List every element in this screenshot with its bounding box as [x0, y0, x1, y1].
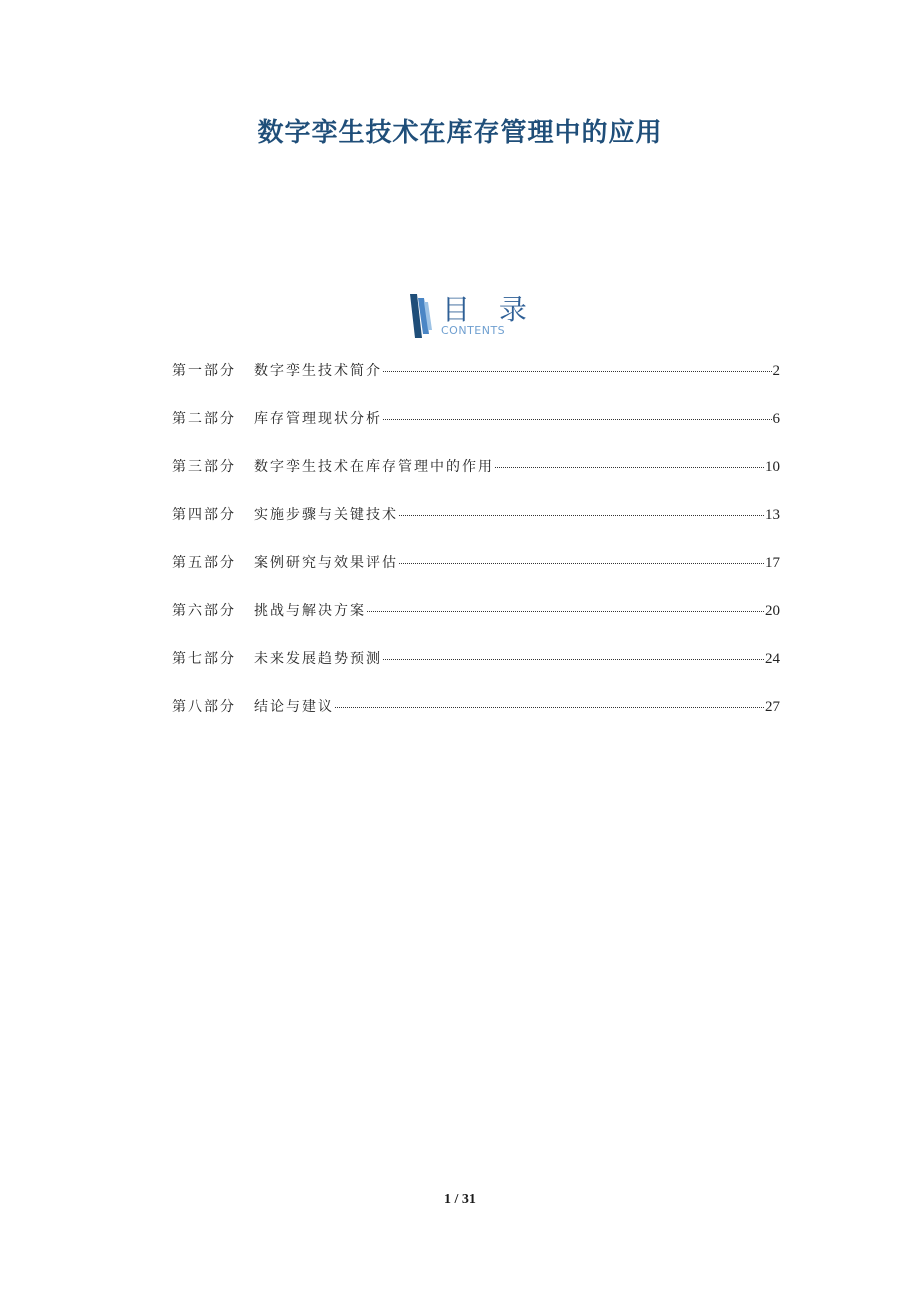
- document-title: 数字孪生技术在库存管理中的应用: [257, 118, 663, 148]
- toc-entry-part: 第七部分: [172, 651, 236, 667]
- toc-entry-page: 24: [765, 651, 780, 667]
- page-number: 1 / 31: [444, 1192, 476, 1207]
- toc-entry-title: 挑战与解决方案: [254, 603, 366, 619]
- book-spine-icon: [408, 294, 432, 338]
- toc-entry-part: 第二部分: [172, 411, 236, 427]
- toc-entry-7[interactable]: [172, 648, 780, 696]
- toc-entry-5[interactable]: [172, 552, 780, 600]
- toc-entry-leader: [383, 370, 772, 372]
- toc-entry-part: 第八部分: [172, 699, 236, 715]
- toc-entry-leader: [399, 562, 764, 564]
- toc-entry-leader: [335, 706, 764, 708]
- toc-entry-8[interactable]: [172, 696, 780, 744]
- toc-entry-leader: [399, 514, 764, 516]
- toc-entry-2[interactable]: [172, 408, 780, 456]
- toc-subtitle: CONTENTS: [441, 324, 506, 337]
- toc-title: 目 录: [442, 293, 537, 326]
- toc-entry-page: 27: [765, 699, 780, 715]
- toc-entry-6[interactable]: [172, 600, 780, 648]
- toc-entry-1[interactable]: [172, 360, 780, 408]
- toc-entry-leader: [367, 610, 764, 612]
- toc-entry-part: 第四部分: [172, 507, 236, 523]
- toc-entry-page: 6: [772, 411, 780, 427]
- toc-entry-part: 第五部分: [172, 555, 236, 571]
- toc-entry-title: 实施步骤与关键技术: [254, 507, 398, 523]
- toc-entry-page: 2: [772, 363, 780, 379]
- toc-entry-4[interactable]: [172, 504, 780, 552]
- toc-entry-leader: [383, 418, 772, 420]
- toc-entry-title: 数字孪生技术简介: [254, 363, 382, 379]
- toc-entry-page: 20: [765, 603, 780, 619]
- toc-entry-title: 案例研究与效果评估: [254, 555, 398, 571]
- toc-entry-part: 第一部分: [172, 363, 236, 379]
- toc-entry-3[interactable]: [172, 456, 780, 504]
- toc-entry-title: 数字孪生技术在库存管理中的作用: [254, 459, 494, 475]
- toc-heading: [408, 292, 538, 342]
- toc-entry-title: 结论与建议: [254, 699, 334, 715]
- toc-entry-part: 第六部分: [172, 603, 236, 619]
- toc-entry-title: 未来发展趋势预测: [254, 651, 382, 667]
- toc-entry-leader: [495, 466, 764, 468]
- toc-entry-title: 库存管理现状分析: [254, 411, 382, 427]
- toc-list: [172, 360, 780, 744]
- toc-entry-part: 第三部分: [172, 459, 236, 475]
- toc-entry-page: 10: [765, 459, 780, 475]
- toc-entry-page: 17: [765, 555, 780, 571]
- toc-entry-leader: [383, 658, 764, 660]
- toc-entry-page: 13: [765, 507, 780, 523]
